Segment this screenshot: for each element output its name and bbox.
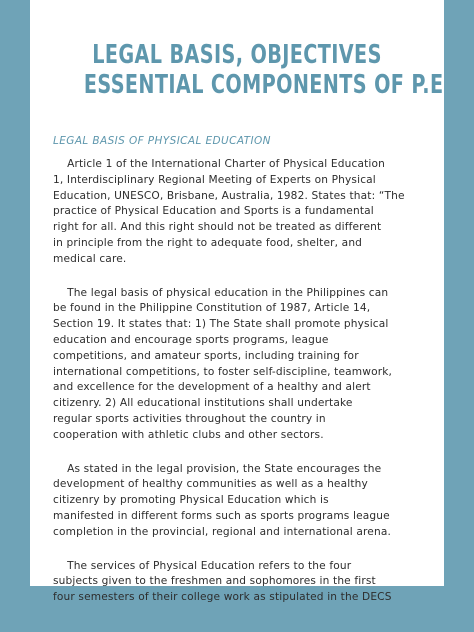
- paragraph-line: Section 19. It states that: 1) The State shall promote physical: [53, 318, 389, 331]
- document-page: [30, 0, 444, 604]
- paragraph-4: [53, 559, 422, 606]
- paragraph-line: medical care.: [53, 252, 127, 265]
- paragraph-line: international competitions, to foster self-discipline, teamwork,: [53, 365, 393, 378]
- title-line-2: ESSENTIAL COMPONENTS OF P.E: [83, 70, 444, 100]
- paragraph-line: development of healthy communities as well as a healthy: [53, 478, 368, 491]
- paragraph-line: citizenry by promoting Physical Education which is: [53, 494, 329, 507]
- paragraph-3: [53, 462, 422, 541]
- paragraph-line: in principle from the right to adequate food, shelter, and: [53, 236, 363, 249]
- paragraph-line: competitions, and amateur sports, including training for: [53, 349, 359, 362]
- paragraph-line: Education, UNESCO, Brisbane, Australia, 1982. States that: “The: [53, 189, 405, 202]
- page-title: [83, 0, 444, 100]
- paragraph-line: Article 1 of the International Charter of Physical Education: [53, 158, 385, 170]
- paragraph-line: four semesters of their college work as stipulated in the DECS: [53, 591, 392, 604]
- section-heading: LEGAL BASIS OF PHYSICAL EDUCATION: [53, 135, 271, 147]
- paragraph-line: 1, Interdisciplinary Regional Meeting of Experts on Physical: [53, 173, 376, 186]
- paragraph-line: and excellence for the development of a healthy and alert: [53, 381, 371, 394]
- paragraph-line: practice of Physical Education and Sports is a fundamental: [53, 205, 374, 218]
- paragraph-line: subjects given to the freshmen and sophomores in the first: [53, 575, 376, 588]
- paragraph-line: The services of Physical Education refers to the four: [53, 559, 352, 572]
- paragraph-line: cooperation with athletic clubs and other sectors.: [53, 428, 324, 441]
- title-line-1: LEGAL BASIS, OBJECTIVES: [92, 40, 382, 70]
- document-body: [53, 157, 422, 606]
- paragraph-2: [53, 286, 422, 444]
- paragraph-line: right for all. And this right should not be treated as different: [53, 221, 382, 234]
- paragraph-line: be found in the Philippine Constitution of 1987, Article 14,: [53, 302, 371, 315]
- paragraph-1: [53, 157, 422, 268]
- paragraph-line: The legal basis of physical education in the Philippines can: [53, 286, 389, 299]
- paragraph-line: As stated in the legal provision, the State encourages the: [53, 462, 382, 475]
- paragraph-line: education and encourage sports programs, league: [53, 333, 329, 346]
- paragraph-line: manifested in different forms such as sports programs league: [53, 509, 390, 522]
- paragraph-line: regular sports activities throughout the country in: [53, 412, 326, 425]
- paragraph-line: citizenry. 2) All educational institutions shall undertake: [53, 397, 353, 410]
- paragraph-line: completion in the provincial, regional and international arena.: [53, 525, 392, 538]
